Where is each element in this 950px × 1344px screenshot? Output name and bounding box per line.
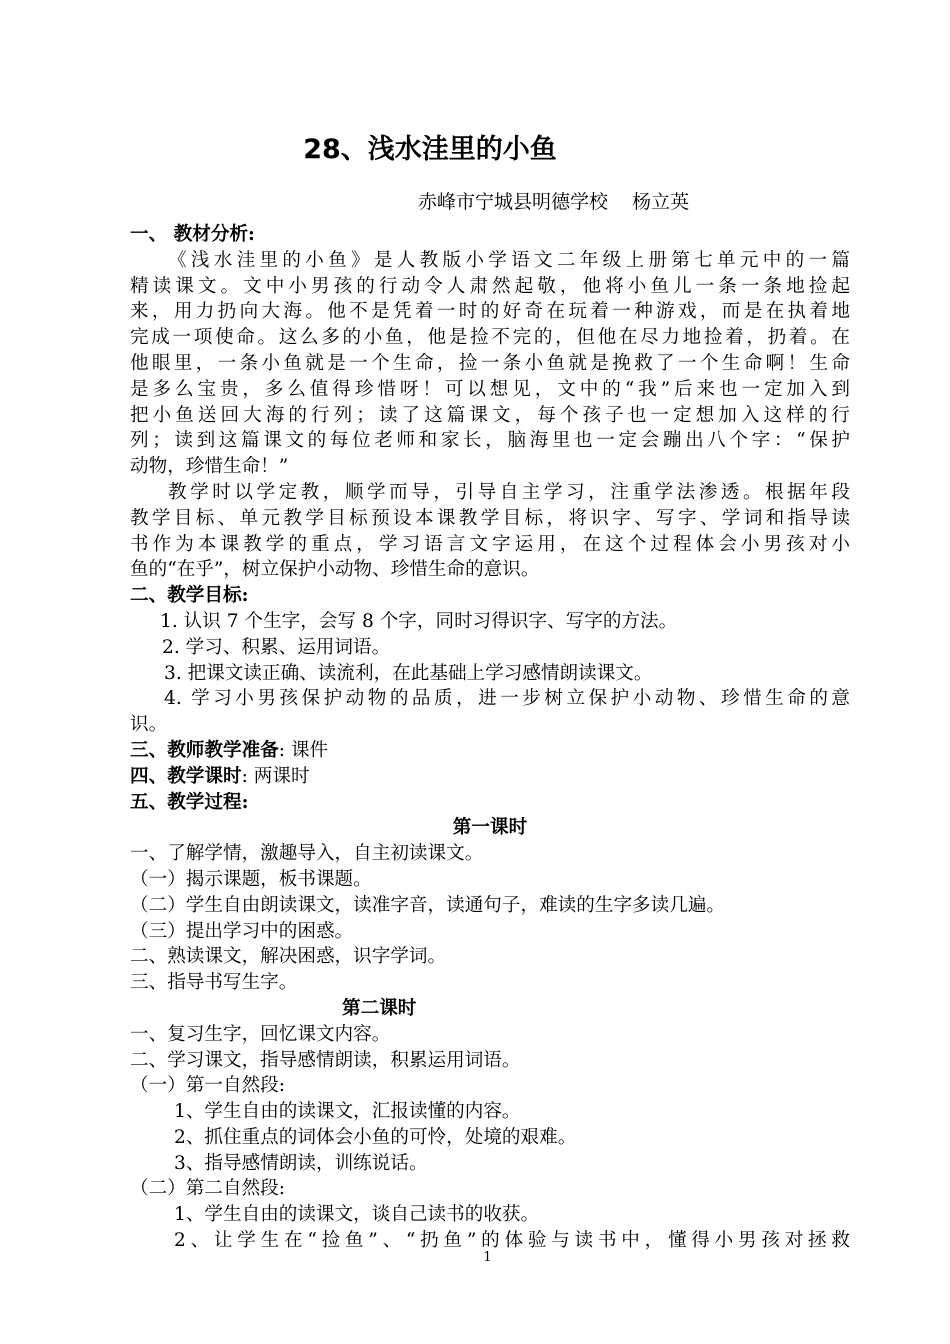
lesson-line: （一）第一自然段: — [130, 1075, 286, 1097]
paragraph-line: 完成一项使命。这么多的小鱼，他是捡不完的，但他在尽力地捡着，扔着。在 — [130, 327, 850, 349]
lesson-line: 2、抓住重点的词体会小鱼的可怜，处境的艰难。 — [174, 1126, 577, 1148]
paragraph-line: 教学时以学定教，顺学而导，引导自主学习，注重学法渗透。根据年段 — [168, 481, 850, 503]
document-title: 28、浅水洼里的小鱼 — [303, 134, 557, 165]
lesson-line: 二、熟读课文，解决困惑，识字学词。 — [130, 946, 447, 968]
paragraph-line: 动物，珍惜生命！” — [130, 456, 289, 478]
lesson-two-heading: 第二课时 — [342, 997, 417, 1019]
paragraph-line: 教学目标、单元教学目标预设本课教学目标，将识字、写字、学词和指导读 — [130, 507, 850, 529]
lesson-line: 一、了解学情，激趣导入，自主初读课文。 — [130, 843, 484, 865]
document-title-wrap — [0, 132, 860, 168]
paragraph-line: 是多么宝贵，多么值得珍惜呀！可以想见，文中的“我”后来也一定加入到 — [130, 378, 850, 400]
page-number: 1 — [483, 1250, 492, 1265]
section-heading-goals: 二、教学目标: — [130, 585, 249, 607]
lesson-line: （二）第二自然段: — [130, 1178, 286, 1200]
paragraph-line: 他眼里，一条小鱼就是一个生命，捡一条小鱼就是挽救了一个生命啊！生命 — [130, 352, 850, 374]
lesson-line: 二、学习课文，指导感情朗读，积累运用词语。 — [130, 1049, 521, 1071]
lesson-line: （三）提出学习中的困惑。 — [130, 920, 354, 942]
author-line: 赤峰市宁城县明德学校 杨立英 — [418, 191, 690, 213]
section-heading-analysis: 一、 教材分析: — [130, 224, 255, 245]
paragraph-line: 鱼的“在乎”，树立保护小动物、珍惜生命的意识。 — [130, 559, 540, 581]
lesson-line: 1、学生自由的读课文，汇报读懂的内容。 — [174, 1101, 521, 1123]
lesson-line: （二）学生自由朗读课文，读准字音，读通句子，难读的生字多读几遍。 — [130, 894, 726, 916]
section-value: : 两课时 — [241, 765, 310, 787]
paragraph-line: 精读课文。文中小男孩的行动令人肃然起敬，他将小鱼儿一条一条地捡起 — [130, 275, 850, 297]
goal-item: 2. 学习、积累、运用词语。 — [162, 636, 391, 658]
section-preparation — [130, 738, 850, 764]
paragraph-line: 《浅水洼里的小鱼》是人教版小学语文二年级上册第七单元中的一篇 — [168, 249, 850, 271]
section-value: : 课件 — [278, 739, 329, 761]
lesson-one-heading: 第一课时 — [452, 817, 528, 839]
section-label: 三、教师教学准备 — [130, 739, 279, 761]
paragraph-line: 书作为本课教学的重点，学习语言文字运用，在这个过程体会小男孩对小 — [130, 533, 850, 555]
document-body — [130, 222, 850, 1254]
section-label: 四、教学课时 — [130, 765, 242, 787]
paragraph-line: 列；读到这篇课文的每位老师和家长，脑海里也一定会蹦出八个字：“保护 — [130, 430, 850, 452]
lesson-line: 3、指导感情朗读，训练说话。 — [174, 1152, 428, 1174]
goal-item: 3. 把课文读正确、读流利，在此基础上学习感情朗读课文。 — [164, 662, 653, 684]
goal-item: 1. 认识 7 个生字，会写 8 个字，同时习得识字、写字的方法。 — [160, 610, 678, 632]
lesson-line: 三、指导书写生字。 — [130, 972, 298, 994]
goal-item: 4. 学习小男孩保护动物的品质，进一步树立保护小动物、珍惜生命的意 — [164, 688, 850, 710]
goal-item-continued: 识。 — [130, 714, 168, 736]
lesson-line: （一）揭示课题，板书课题。 — [130, 868, 372, 890]
lesson-line: 2、让学生在“捡鱼”、“扔鱼”的体验与读书中，懂得小男孩对拯救 — [174, 1230, 850, 1252]
paragraph-line: 来，用力扔向大海。他不是凭着一时的好奇在玩着一种游戏，而是在执着地 — [130, 301, 850, 323]
section-periods — [130, 764, 850, 790]
paragraph-line: 把小鱼送回大海的行列；读了这篇课文，每个孩子也一定想加入这样的行 — [130, 404, 850, 426]
lesson-line: 1、学生自由的读课文，谈自己读书的收获。 — [174, 1204, 540, 1226]
lesson-line: 一、复习生字，回忆课文内容。 — [130, 1023, 391, 1045]
section-heading-process: 五、教学过程: — [130, 791, 249, 813]
